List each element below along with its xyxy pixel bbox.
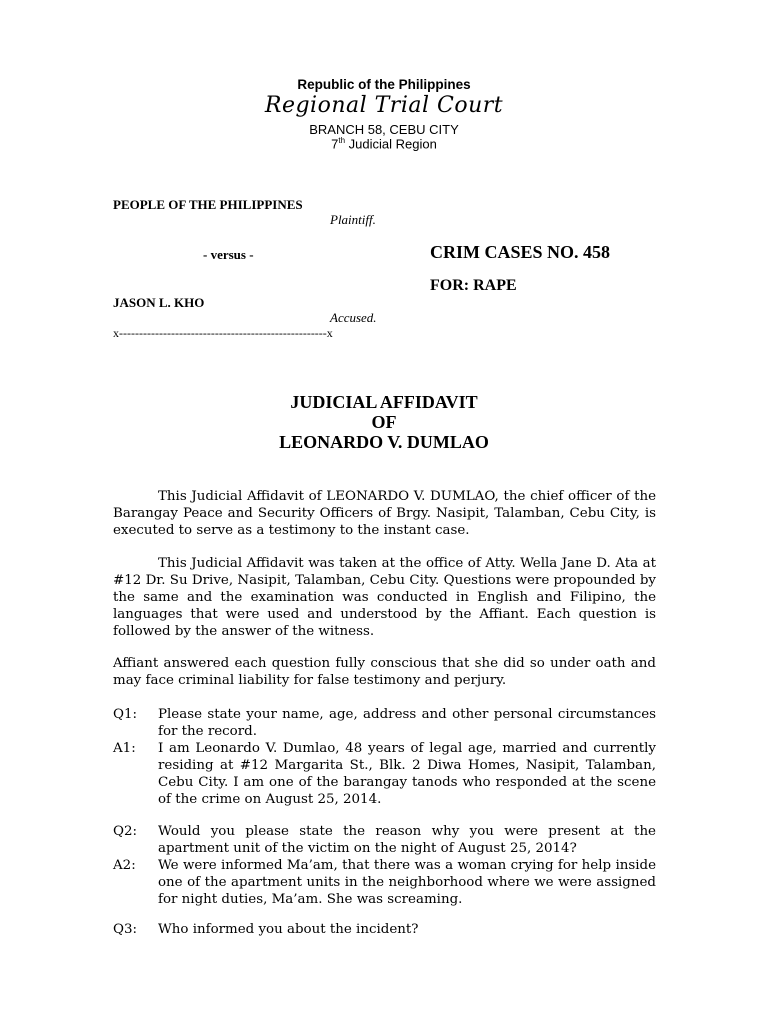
court-name: Regional Trial Court bbox=[264, 93, 504, 118]
qa-label: Q3: bbox=[113, 922, 138, 937]
versus-label: - versus - bbox=[203, 247, 254, 262]
affidavit-title: JUDICIAL AFFIDAVIT bbox=[290, 392, 478, 412]
qa-text: We were informed Ma’am, that there was a woman crying for help inside one of the apartment units in the neighborhood where we were assigned for night duties, Ma’am. She was screaming. bbox=[158, 858, 656, 907]
qa-label: Q2: bbox=[113, 824, 138, 839]
paragraph-venue bbox=[113, 555, 656, 640]
qa-label: Q1: bbox=[113, 707, 138, 722]
caption-divider: x----------------------------------------------------x bbox=[113, 326, 333, 340]
paragraph-introduction-text: This Judicial Affidavit of LEONARDO V. DUMLAO, the chief officer of the Barangay Peace and Security Officers of Brgy. Nasipit, Talamban, Cebu City, is executed to serve as a testimony to the instant case. bbox=[113, 489, 656, 538]
qa-label: A2: bbox=[113, 858, 136, 873]
region-ordinal: th bbox=[338, 136, 346, 145]
affiant-name-title: LEONARDO V. DUMLAO bbox=[279, 432, 489, 452]
plaintiff-role: Plaintiff. bbox=[330, 212, 376, 227]
qa-label: A1: bbox=[113, 741, 136, 756]
qa-item-q1 bbox=[113, 706, 656, 740]
paragraph-venue-text: This Judicial Affidavit was taken at the office of Atty. Wella Jane D. Ata at #12 Dr. Su Drive, Nasipit, Talamban, Cebu City. Questions were propounded by the same and the examination was conducted in English and Filipino, the languages that were used and understood by the Affiant. Each question is followed by the answer of the witness. bbox=[113, 556, 656, 639]
region-number: 7 bbox=[331, 136, 339, 152]
qa-text: Would you please state the reason why you were present at the apartment unit of the victim on the night of August 25, 2014? bbox=[158, 824, 656, 856]
plaintiff-name: PEOPLE OF THE PHILIPPINES bbox=[113, 197, 303, 212]
region-text: Judicial Region bbox=[345, 136, 437, 152]
qa-item-q2 bbox=[113, 823, 656, 857]
qa-item-q3 bbox=[113, 921, 656, 938]
qa-item-a1 bbox=[113, 740, 656, 808]
offense-label: FOR: RAPE bbox=[430, 277, 517, 294]
republic-heading: Republic of the Philippines bbox=[297, 77, 471, 92]
paragraph-introduction bbox=[113, 488, 656, 539]
case-number: CRIM CASES NO. 458 bbox=[430, 242, 611, 262]
qa-text: I am Leonardo V. Dumlao, 48 years of legal age, married and currently residing at #12 Margarita St., Blk. 2 Diwa Homes, Nasipit, Talamban, Cebu City. I am one of the barangay tanods who responded at the scene of the crime on August 25, 2014. bbox=[158, 741, 656, 807]
affidavit-title-of: OF bbox=[371, 412, 397, 432]
paragraph-oath: Affiant answered each question fully conscious that she did so under oath and may face criminal liability for false testimony and perjury. bbox=[113, 656, 656, 688]
qa-text: Please state your name, age, address and other personal circumstances for the record. bbox=[158, 707, 656, 739]
qa-item-a2 bbox=[113, 857, 656, 908]
branch-line: BRANCH 58, CEBU CITY bbox=[309, 122, 459, 137]
judicial-region-line bbox=[0, 136, 768, 151]
accused-name: JASON L. KHO bbox=[113, 295, 205, 310]
qa-text: Who informed you about the incident? bbox=[158, 922, 419, 937]
accused-role: Accused. bbox=[330, 310, 377, 325]
